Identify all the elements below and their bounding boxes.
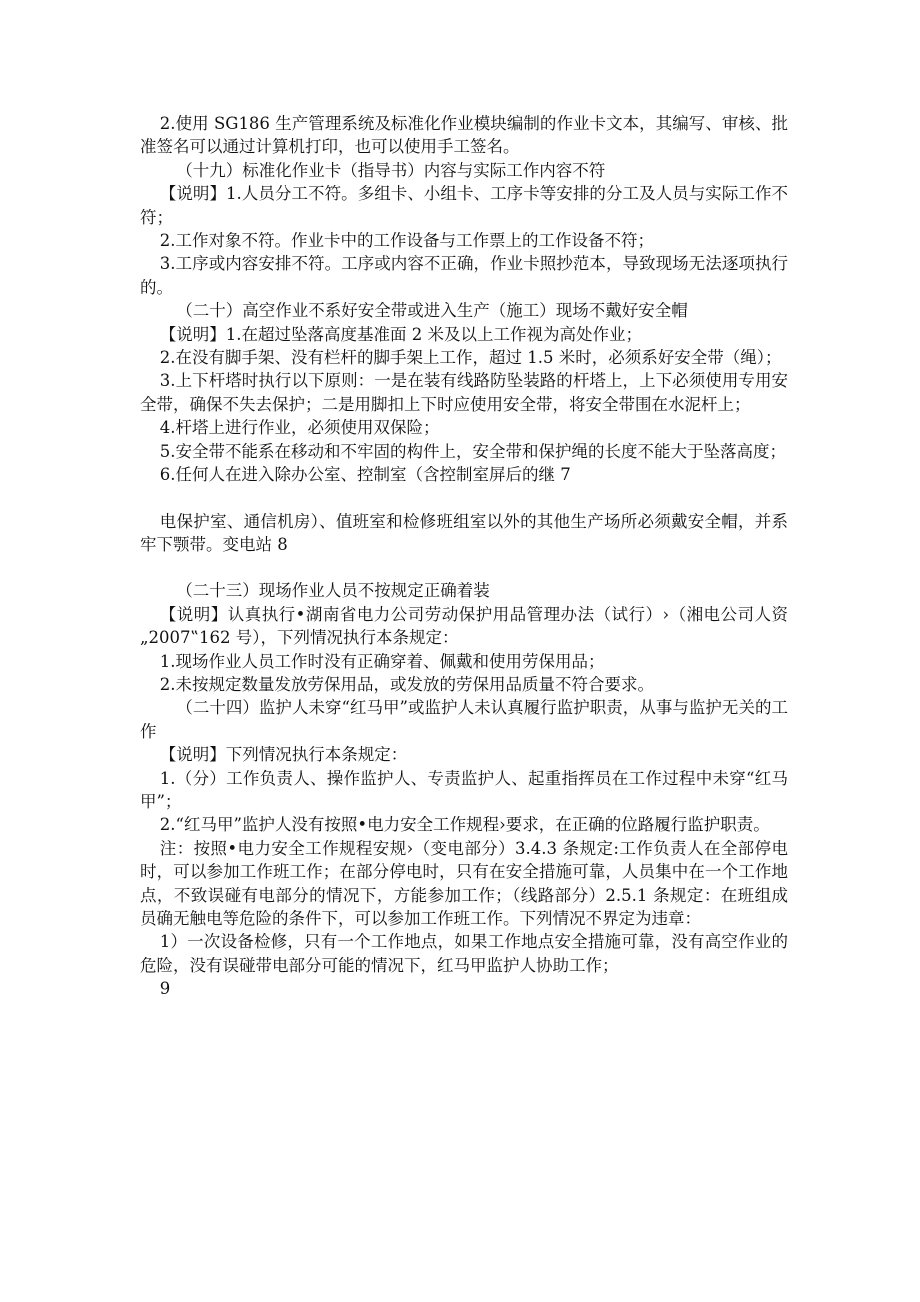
note-paragraph: 注：按照•电力安全工作规程安规›（变电部分）3.4.3 条规定:工作负责人在全部停电时，可以参加工作班工作；在部分停电时，只有在安全措施可靠，人员集中在一个工作地点，不致误碰有电部分的情况下，方能参加工作；（线路部分）2.5.1 条规定：在班组成员确无触电等危险的条件下，可以参加工作班工作。下列情况不界定为违章： bbox=[140, 838, 788, 928]
section-heading: （二十三）现场作业人员不按规定正确着装 bbox=[176, 581, 490, 601]
paragraph: 4.杆塔上进行作业，必须使用双保险； bbox=[159, 418, 440, 438]
paragraph: 1.现场作业人员工作时没有正确穿着、佩戴和使用劳保用品； bbox=[159, 651, 605, 671]
paragraph: 2.使用 SG186 生产管理系统及标准化作业模块编制的作业卡文本，其编写、审核、批准签名可以通过计算机打印，也可以使用手工签名。 bbox=[140, 114, 788, 157]
paragraph: 2.“红马甲”监护人没有按照•电力安全工作规程›要求，在正确的位路履行监护职责。 bbox=[159, 815, 770, 835]
paragraph: 6.任何人在进入除办公室、控制室（含控制室屏后的继 7 bbox=[159, 465, 571, 485]
paragraph: 1.（分）工作负责人、操作监护人、专责监护人、起重指挥员在工作过程中未穿“红马甲”； bbox=[140, 768, 788, 811]
spacer bbox=[140, 556, 788, 579]
document-body bbox=[140, 112, 788, 1001]
paragraph: 2.未按规定数量发放劳保用品，或发放的劳保用品质量不符合要求。 bbox=[159, 674, 655, 694]
paragraph: 【说明】1.人员分工不符。多组卡、小组卡、工序卡等安排的分工及人员与实际工作不符； bbox=[140, 184, 788, 227]
paragraph: 5.安全带不能系在移动和不牢固的构件上，安全带和保护绳的长度不能大于坠落高度； bbox=[159, 441, 787, 461]
section-heading: （二十）高空作业不系好安全带或进入生产（施工）现场不戴好安全帽 bbox=[176, 301, 688, 321]
paragraph: 2.在没有脚手架、没有栏杆的脚手架上工作，超过 1.5 米时，必须系好安全带（绳）； bbox=[159, 348, 782, 368]
paragraph: 【说明】认真执行•湖南省电力公司劳动保护用品管理办法（试行）›（湘电公司人资„2007‟162 号），下列情况执行本条规定： bbox=[140, 604, 788, 648]
paragraph: 3.工序或内容安排不符。工序或内容不正确，作业卡照抄范本，导致现场无法逐项执行的。 bbox=[140, 254, 788, 297]
paragraph: 【说明】下列情况执行本条规定： bbox=[159, 745, 408, 765]
spacer bbox=[140, 487, 788, 510]
section-heading: （十九）标准化作业卡（指导书）内容与实际工作内容不符 bbox=[176, 160, 606, 180]
paragraph: 1）一次设备检修，只有一个工作地点，如果工作地点安全措施可靠，没有高空作业的危险，没有误碰带电部分可能的情况下，红马甲监护人协助工作； bbox=[140, 932, 788, 975]
paragraph: 3.上下杆塔时执行以下原则：一是在装有线路防坠装路的杆塔上，上下必须使用专用安全带，确保不失去保护；二是用脚扣上下时应使用安全带，将安全带围在水泥杆上； bbox=[140, 371, 788, 414]
page-number: 9 bbox=[159, 979, 171, 999]
paragraph: 【说明】1.在超过坠落高度基准面 2 米及以上工作视为高处作业； bbox=[159, 324, 643, 344]
paragraph: 电保护室、通信机房）、值班室和检修班组室以外的其他生产场所必须戴安全帽，并系牢下颚带。变电站 8 bbox=[140, 511, 788, 554]
section-heading: （二十四）监护人未穿“红马甲”或监护人未认真履行监护职责，从事与监护无关的工作 bbox=[140, 698, 788, 741]
paragraph: 2.工作对象不符。作业卡中的工作设备与工作票上的工作设备不符； bbox=[159, 231, 655, 251]
